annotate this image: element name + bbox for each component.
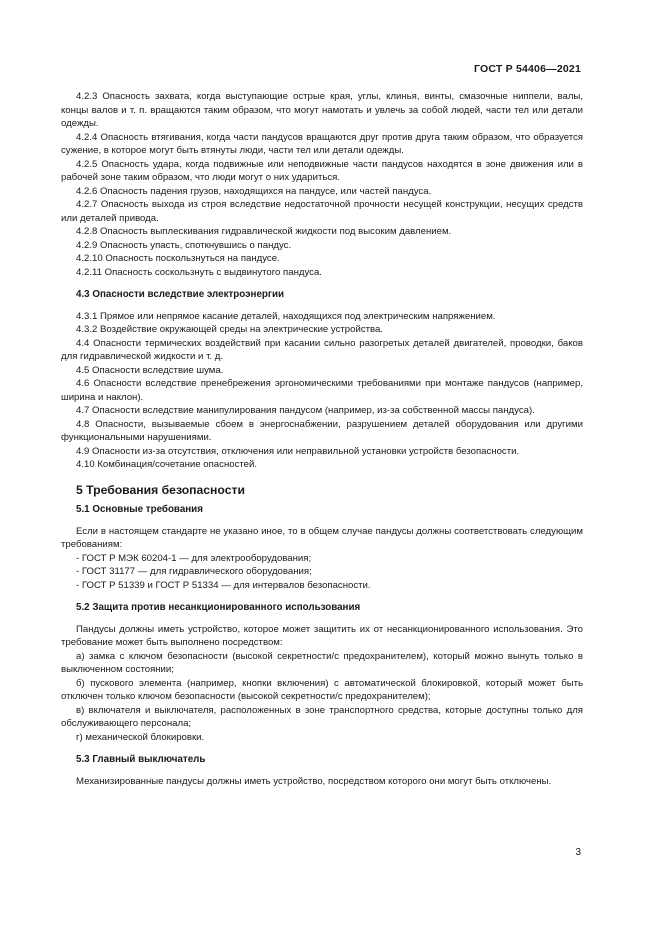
paragraph-4-2-8: 4.2.8 Опасность выплескивания гидравлической жидкости под высоким давлением. bbox=[76, 226, 452, 237]
paragraph-4-7: 4.7 Опасности вследствие манипулирования пандусом (например, из-за собственной массы пандуса). bbox=[76, 405, 535, 416]
paragraph-4-2-4: 4.2.4 Опасность втягивания, когда части пандусов вращаются друг против друга таким образом, что образуется сужение, в которое могут быть втянуты люди, части тел или детали одежды. bbox=[61, 131, 583, 156]
paragraph-4-2-10: 4.2.10 Опасность поскользнуться на пандусе. bbox=[76, 253, 280, 264]
hazards-4-3-block bbox=[61, 310, 583, 472]
heading-4-3: 4.3 Опасности вследствие электроэнергии bbox=[76, 289, 284, 300]
heading-section-5: 5 Требования безопасности bbox=[76, 482, 245, 497]
list-item-b: б) пускового элемента (например, кнопки включения) с автоматической блокировкой, который может быть отключен только ключом безопасности (высокой секретности/с предохранителем); bbox=[61, 677, 583, 702]
paragraph-4-2-6: 4.2.6 Опасность падения грузов, находящихся на пандусе, или частей пандуса. bbox=[76, 185, 432, 197]
paragraph-4-4: 4.4 Опасности термических воздействий при касании сильно разогретых деталей двигателей, проводки, баков для гидравлической жидкости и т. д. bbox=[61, 337, 583, 362]
heading-5-1: 5.1 Основные требования bbox=[76, 504, 203, 515]
paragraph-4-8: 4.8 Опасности, вызываемые сбоем в энергоснабжении, разрушением деталей оборудования или другими функциональными нарушениями. bbox=[61, 418, 583, 443]
list-item-a: а) замка с ключом безопасности (высокой секретности/с предохранителем), который можно вынуть только в выключенном состоянии; bbox=[61, 650, 583, 675]
heading-5-3: 5.3 Главный выключатель bbox=[76, 754, 206, 765]
list-item-gost-60204: - ГОСТ Р МЭК 60204-1 — для электрооборудования; bbox=[76, 552, 312, 564]
paragraph-4-2-11: 4.2.11 Опасность соскользнуть с выдвинутого пандуса. bbox=[76, 266, 322, 278]
paragraph-4-2-5: 4.2.5 Опасность удара, когда подвижные или неподвижные части пандусов находятся в зоне движения или в рабочей зоне таким образом, что люди могут о них удариться. bbox=[61, 158, 583, 183]
paragraph-4-2-9: 4.2.9 Опасность упасть, споткнувшись о пандус. bbox=[76, 239, 292, 251]
standard-header: ГОСТ Р 54406—2021 bbox=[473, 63, 581, 75]
heading-5-2: 5.2 Защита против несанкционированного использования bbox=[76, 602, 361, 613]
hazards-4-2-block bbox=[61, 90, 583, 279]
document-body bbox=[61, 90, 583, 788]
paragraph-4-6: 4.6 Опасности вследствие пренебрежения эргономическими требованиями при монтаже пандусов (например, ширина и наклон). bbox=[61, 378, 583, 403]
paragraph-4-10: 4.10 Комбинация/сочетание опасностей. bbox=[76, 459, 258, 470]
list-item-gost-31177: - ГОСТ 31177 — для гидравлического оборудования; bbox=[76, 566, 312, 577]
paragraph-5-3: Механизированные пандусы должны иметь устройство, посредством которого они могут быть отключены. bbox=[76, 775, 552, 787]
paragraph-5-1-intro: Если в настоящем стандарте не указано иное, то в общем случае пандусы должны соответствовать следующим требованиям: bbox=[61, 525, 583, 550]
paragraph-4-2-7: 4.2.7 Опасность выхода из строя вследствие недостаточной прочности несущей конструкции, несущих средств или деталей привода. bbox=[61, 199, 583, 224]
paragraph-4-3-2: 4.3.2 Воздействие окружающей среды на электрические устройства. bbox=[76, 324, 384, 335]
list-item-g: г) механической блокировки. bbox=[76, 731, 205, 743]
paragraph-4-3-1: 4.3.1 Прямое или непрямое касание деталей, находящихся под электрическим напряжением. bbox=[76, 310, 496, 322]
page-number: 3 bbox=[575, 847, 581, 858]
list-item-gost-51339: - ГОСТ Р 51339 и ГОСТ Р 51334 — для интервалов безопасности. bbox=[76, 579, 371, 591]
paragraph-4-9: 4.9 Опасности из-за отсутствия, отключения или неправильной установки устройств безопасности. bbox=[76, 445, 520, 457]
paragraph-4-5: 4.5 Опасности вследствие шума. bbox=[76, 364, 224, 376]
paragraph-5-2-intro: Пандусы должны иметь устройство, которое может защитить их от несанкционированного использования. Это требование может быть выполнено посредством: bbox=[61, 623, 583, 648]
list-item-v: в) включателя и выключателя, расположенных в зоне транспортного средства, которые доступны только для обслуживающего персонала; bbox=[61, 704, 583, 729]
paragraph-4-2-3: 4.2.3 Опасность захвата, когда выступающие острые края, углы, клинья, винты, смазочные ниппели, валы, концы валов и т. п. вращаются таким образом, что могут намотать и увлечь за собой людей, части тел или детали одежды. bbox=[61, 91, 583, 129]
